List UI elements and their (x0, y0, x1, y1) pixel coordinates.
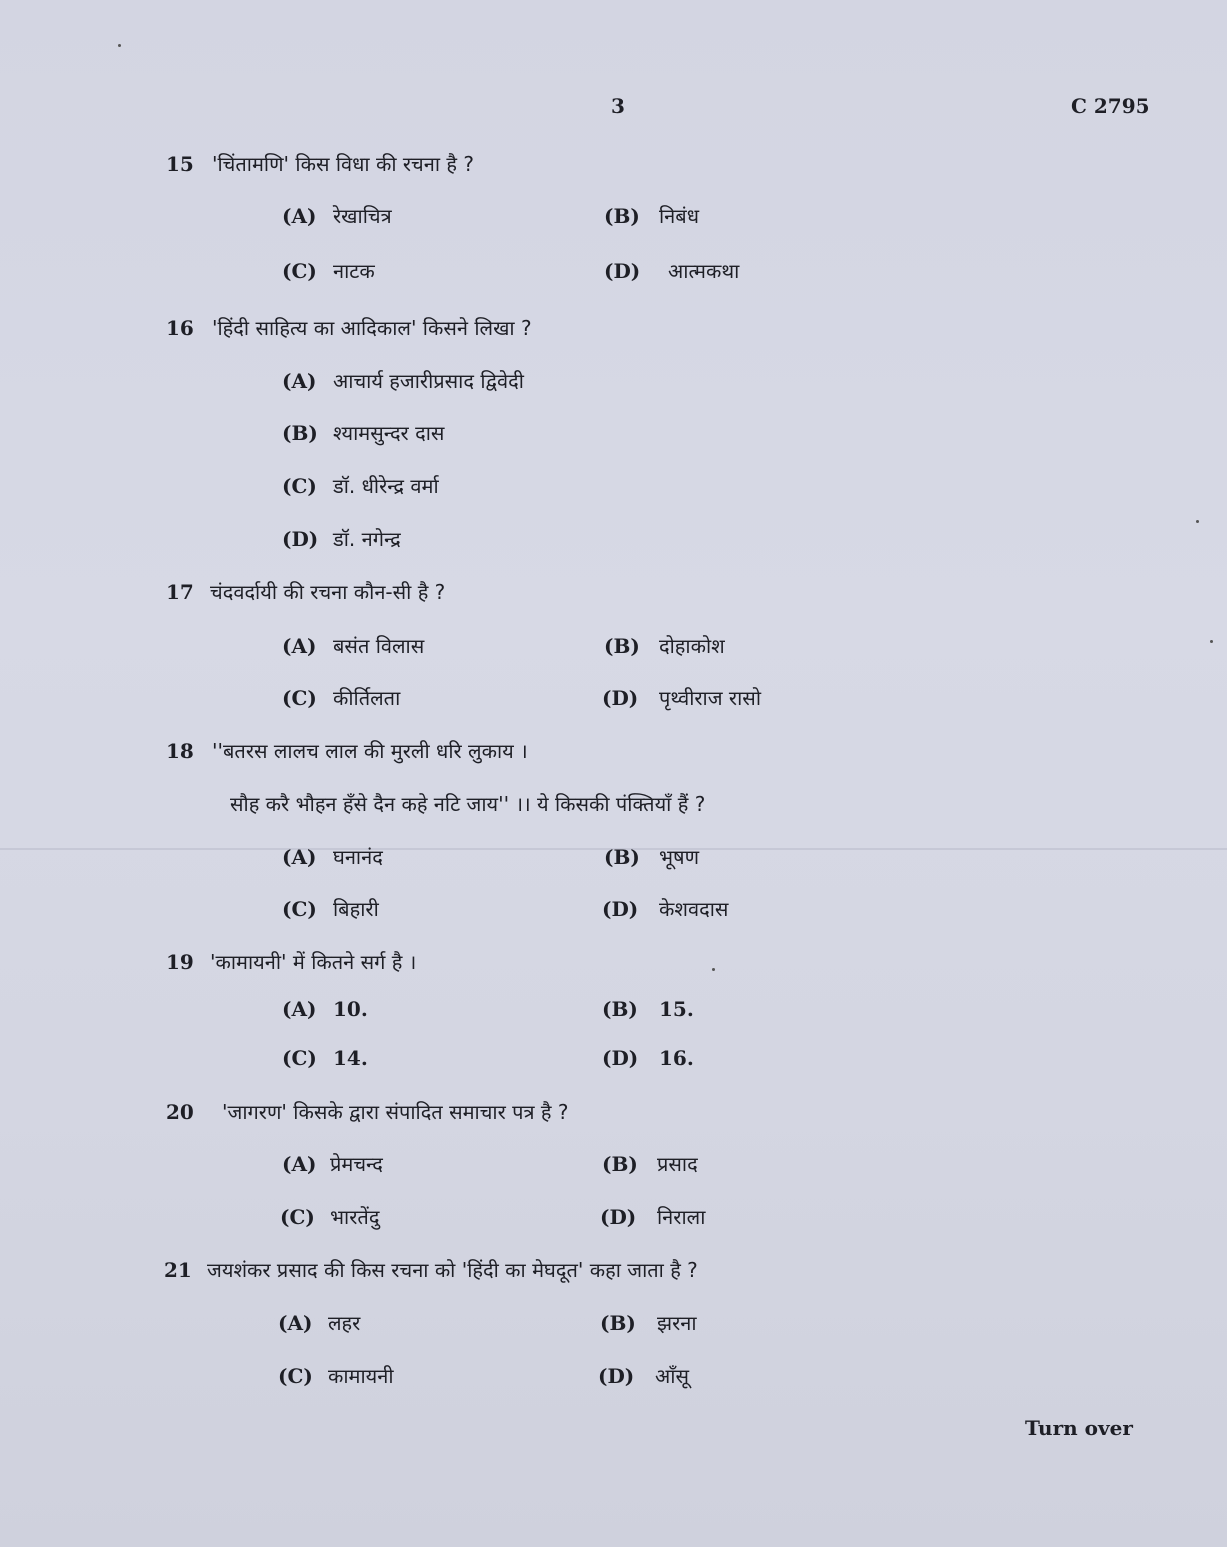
question-text: 'कामायनी' में कितने सर्ग है । (210, 950, 417, 974)
question-number: 19 (166, 950, 194, 974)
option-label: (B) (604, 845, 640, 869)
option-text: रेखाचित्र (333, 204, 392, 228)
page-number: 3 (611, 94, 625, 118)
paper-speck (1196, 520, 1199, 523)
option-label: (D) (282, 527, 319, 551)
question-text: जयशंकर प्रसाद की किस रचना को 'हिंदी का मेघदूत' कहा जाता है ? (207, 1258, 698, 1282)
option-text: आचार्य हजारीप्रसाद द्विवेदी (333, 369, 524, 393)
option-label: (B) (604, 204, 640, 228)
question-text: 'हिंदी साहित्य का आदिकाल' किसने लिखा ? (212, 316, 532, 340)
question-number: 18 (166, 739, 194, 763)
option-text: लहर (328, 1311, 361, 1335)
question-text: ''बतरस लालच लाल की मुरली धरि लुकाय । (212, 739, 528, 763)
question-number: 16 (166, 316, 194, 340)
option-label: (B) (282, 421, 318, 445)
question-text: चंदवर्दायी की रचना कौन-सी है ? (210, 580, 446, 604)
option-text: आत्मकथा (668, 259, 740, 283)
exam-code: C 2795 (1071, 94, 1150, 118)
option-text: बसंत विलास (333, 634, 425, 658)
option-label: (D) (602, 897, 639, 921)
question-number: 21 (164, 1258, 192, 1282)
option-text: आँसू (655, 1364, 689, 1388)
option-label: (A) (278, 1311, 313, 1335)
question-text: 'चिंतामणि' किस विधा की रचना है ? (212, 152, 474, 176)
option-text: 10. (333, 997, 368, 1021)
question-number: 17 (166, 580, 194, 604)
option-text: घनानंद (333, 845, 383, 869)
option-label: (B) (602, 997, 638, 1021)
option-text: पृथ्वीराज रासो (659, 686, 761, 710)
option-label: (B) (602, 1152, 638, 1176)
option-text: भूषण (659, 845, 700, 869)
option-label: (D) (598, 1364, 635, 1388)
option-label: (A) (282, 204, 317, 228)
option-text: प्रेमचन्द (330, 1152, 383, 1176)
option-label: (D) (602, 686, 639, 710)
option-label: (C) (282, 686, 317, 710)
option-label: (B) (604, 634, 640, 658)
option-text: केशवदास (659, 897, 729, 921)
option-text: झरना (657, 1311, 697, 1335)
option-text: श्यामसुन्दर दास (333, 421, 445, 445)
option-label: (A) (282, 634, 317, 658)
question-text-line-2: सौह करै भौहन हँसे दैन कहे नटि जाय'' ।। ये किसकी पंक्तियाँ हैं ? (230, 792, 706, 816)
option-label: (C) (280, 1205, 315, 1229)
option-label: (A) (282, 845, 317, 869)
option-text: दोहाकोश (659, 634, 725, 658)
option-text: कीर्तिलता (333, 686, 401, 710)
option-text: निराला (657, 1205, 706, 1229)
option-text: 15. (659, 997, 694, 1021)
option-text: प्रसाद (657, 1152, 698, 1176)
option-text: बिहारी (333, 897, 379, 921)
option-label: (B) (600, 1311, 636, 1335)
option-text: 16. (659, 1046, 694, 1070)
option-label: (D) (604, 259, 641, 283)
option-text: कामायनी (328, 1364, 394, 1388)
question-number: 15 (166, 152, 194, 176)
option-label: (D) (600, 1205, 637, 1229)
option-label: (D) (602, 1046, 639, 1070)
option-text: 14. (333, 1046, 368, 1070)
paper-speck (1210, 640, 1213, 643)
question-text: 'जागरण' किसके द्वारा संपादित समाचार पत्र है ? (222, 1100, 569, 1124)
option-text: नाटक (333, 259, 375, 283)
option-label: (C) (278, 1364, 313, 1388)
option-label: (A) (282, 997, 317, 1021)
option-label: (C) (282, 1046, 317, 1070)
paper-speck (712, 968, 715, 971)
option-text: डॉ. धीरेन्द्र वर्मा (333, 474, 439, 498)
option-text: डॉ. नगेन्द्र (333, 527, 401, 551)
option-label: (A) (282, 1152, 317, 1176)
option-text: भारतेंदु (330, 1205, 380, 1229)
question-number: 20 (166, 1100, 194, 1124)
option-label: (C) (282, 259, 317, 283)
paper-speck (118, 44, 121, 47)
option-label: (C) (282, 897, 317, 921)
option-label: (A) (282, 369, 317, 393)
option-text: निबंध (659, 204, 699, 228)
turn-over-note: Turn over (1025, 1416, 1133, 1440)
option-label: (C) (282, 474, 317, 498)
